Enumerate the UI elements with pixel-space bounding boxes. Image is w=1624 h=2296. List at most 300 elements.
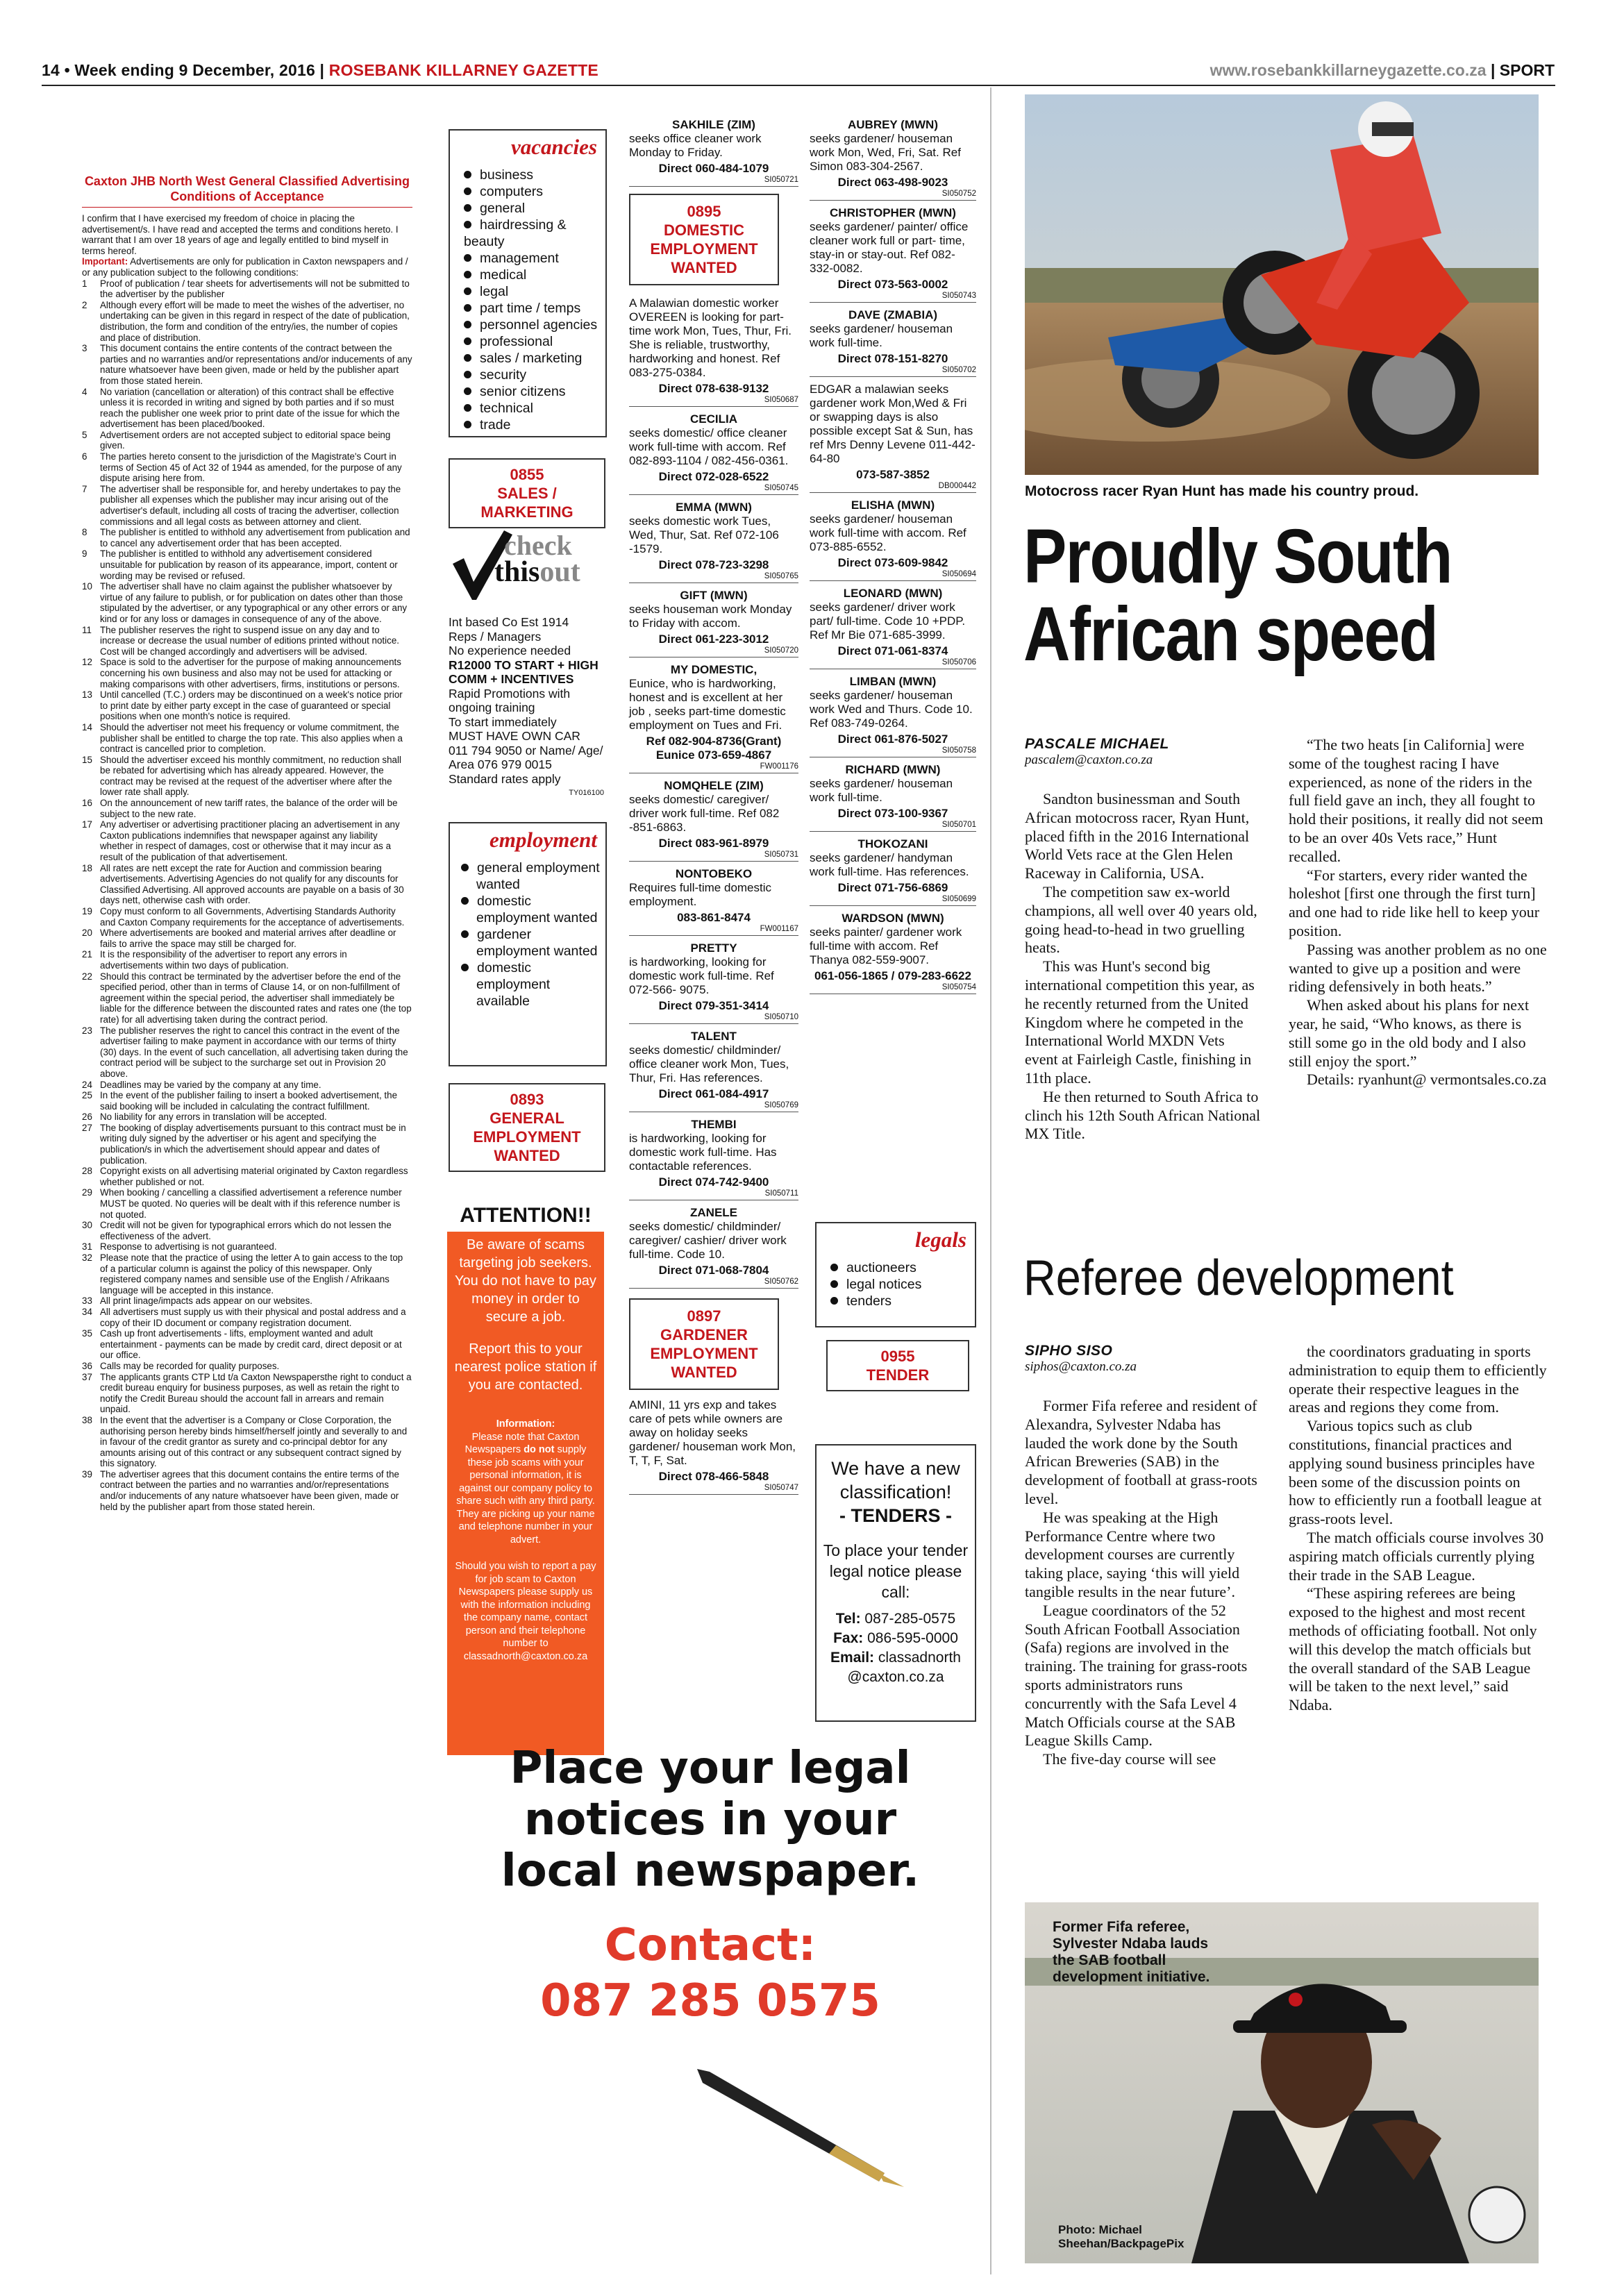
article1-col1 xyxy=(1025,736,1261,1143)
condition-number: 22 xyxy=(82,971,92,982)
employment-heading: employment xyxy=(489,828,597,852)
condition-number: 18 xyxy=(82,862,92,873)
condition-text: No liability for any errors in translation will be accepted. xyxy=(100,1112,327,1123)
condition-text: Copyright exists on all advertising material originated by Caxton regardless whether published or not. xyxy=(100,1166,408,1187)
page-header-right: www.rosebankkillarneygazette.co.za | SPORT xyxy=(1209,61,1555,79)
ad-ref: SI050758 xyxy=(810,746,976,757)
condition-item xyxy=(82,819,412,862)
ad-name: DAVE (ZMABIA) xyxy=(848,308,938,321)
condition-number: 29 xyxy=(82,1187,92,1198)
condition-number: 15 xyxy=(82,754,92,765)
classified-ad xyxy=(810,206,976,303)
section-name: SPORT xyxy=(1499,61,1555,79)
ad-name: THOKOZANI xyxy=(857,837,928,850)
condition-text: It is the responsibility of the advertiser to report any errors in advertisements within two days of publication. xyxy=(100,949,347,971)
ad-body: seeks gardener/ handyman work full-time. Has references. xyxy=(810,851,969,878)
header-rule xyxy=(42,85,1555,86)
condition-number: 4 xyxy=(82,386,87,397)
sales-salary: R12000 TO START + HIGH COMM + INCENTIVES xyxy=(449,657,598,686)
photo-credit: Photo: Michael Sheehan/BackpagePix xyxy=(1058,2223,1184,2250)
motocross-photo xyxy=(1025,94,1539,475)
condition-text: The applicants grants CTP Ltd t/a Caxton Newspapersthe right to conduct a credit bureau enquiry for business purposes, as well as retain the right to notify the Credit Bureau should the account fall in arrears and remain unpaid. xyxy=(100,1371,412,1415)
vacancy-category[interactable]: personnel agencies xyxy=(464,317,605,333)
pen-icon xyxy=(697,2069,905,2187)
article1-author: PASCALE MICHAEL xyxy=(1025,736,1169,752)
classified-ad xyxy=(629,1118,798,1200)
condition-text: Response to advertising is not guaranteed. xyxy=(100,1241,277,1252)
condition-item xyxy=(82,430,412,451)
condition-item xyxy=(82,657,412,689)
page-number: 14 xyxy=(42,61,60,79)
attention-info: Information: Please note that Caxton Newspapers do not supply these job scams with your personal information, it is against our company policy to share such with any third party. They are picking up your name and telephone number in your advert. xyxy=(456,1418,595,1545)
condition-text: The publisher is entitled to withhold any advertisement considered unsuitable for publication by reason of its appearance, import, content or wording may be revised or refused. xyxy=(100,548,398,581)
ad-direct: 083-861-8474 xyxy=(677,911,751,924)
ad-ref: SI050752 xyxy=(810,190,976,201)
ad-direct: Direct 073-100-9367 xyxy=(837,807,948,820)
referee-caption: Former Fifa referee, Sylvester Ndaba lauds the SAB football development initiative. xyxy=(1053,1919,1210,1985)
condition-text: Proof of publication / tear sheets for advertisements will not be submitted to the advertiser by the publisher xyxy=(100,278,410,300)
ad-ref: SI050720 xyxy=(629,646,798,657)
article-paragraph: He then returned to South Africa to clinch his 12th South African National MX Title. xyxy=(1025,1087,1261,1143)
ad-body: is hardworking, looking for domestic work full-time. Ref 072-566- 9075. xyxy=(629,955,774,996)
condition-text: Deadlines may be varied by the company at any time. xyxy=(100,1079,321,1090)
condition-item xyxy=(82,1166,412,1187)
condition-text: Until cancelled (T.C.) orders may be discontinued on a week's notice prior to print date by either party except in the case of guaranteed or special positions when one month's notice is required. xyxy=(100,689,403,722)
article1-email[interactable]: pascalem@caxton.co.za xyxy=(1025,753,1153,767)
ad-ref: SI050762 xyxy=(629,1277,798,1289)
condition-text: Should the advertiser not meet his frequency or volume commitment, the publisher shall be entitled to charge the top rate. This also applies when a contract is cancelled prior to completion. xyxy=(100,721,403,755)
motocross-caption: Motocross racer Ryan Hunt has made his country proud. xyxy=(1025,483,1419,499)
condition-text: No variation (cancellation or alteration) of this contract shall be effective unless it is recorded in writing and signed by both parties and if so must reach the publisher one week prior to print date of the issue for which the advertisement has been placed/booked. xyxy=(100,386,400,430)
condition-number: 31 xyxy=(82,1241,92,1252)
condition-item xyxy=(82,581,412,624)
sales-ad-line: To start immediately xyxy=(449,714,557,729)
ad-ref: FW001167 xyxy=(629,925,798,936)
condition-item xyxy=(82,1112,412,1123)
condition-item xyxy=(82,689,412,722)
condition-item xyxy=(82,755,412,798)
article2-email[interactable]: siphos@caxton.co.za xyxy=(1025,1359,1137,1374)
amini-ad: AMINI, 11 yrs exp and takes care of pets while owners are away on holiday seeks gardener/ houseman work Mon, T, T, F, Sat. Direct 078-466-5848 SI050747 xyxy=(629,1398,798,1495)
ad-ref: SI050731 xyxy=(629,850,798,862)
conditions-title: Caxton JHB North West General Classified Advertising Conditions of Acceptance xyxy=(82,174,412,208)
attention-report: Should you wish to report a pay for job scam to Caxton Newspapers please supply us with the information including the company name, contact person and their telephone number to classadnorth@caxton.co.za xyxy=(455,1561,596,1662)
condition-number: 2 xyxy=(82,299,87,310)
ad-ref: SI050769 xyxy=(629,1101,798,1112)
employment-box xyxy=(449,822,607,1066)
article-paragraph: When asked about his plans for next year, he said, “Who knows, as there is still some go in the old body and I also still enjoy the sport.” xyxy=(1289,996,1530,1070)
sales-ad-line: Area 076 979 0015 xyxy=(449,757,552,771)
condition-item xyxy=(82,1123,412,1166)
page-header-left: 14 • Week ending 9 December, 2016 | ROSEBANK KILLARNEY GAZETTE xyxy=(42,61,598,79)
article1-col2 xyxy=(1289,736,1547,1089)
ad-name: LEONARD (MWN) xyxy=(843,587,943,600)
condition-item xyxy=(82,527,412,548)
condition-item xyxy=(82,1415,412,1469)
condition-item xyxy=(82,1469,412,1512)
condition-text: The parties hereto consent to the jurisdiction of the Magistrate's Court in terms of Section 45 of Act 32 of 1944 as amended, for the purpose of any dispute arising here from. xyxy=(100,451,402,484)
issue-date: Week ending 9 December, 2016 xyxy=(74,61,315,79)
vacancy-category[interactable]: business xyxy=(464,167,605,183)
classified-ad xyxy=(629,589,798,657)
ad-body: seeks gardener/ houseman work full-time with accom. Ref 073-885-6552. xyxy=(810,512,966,553)
condition-text: All print linage/impacts ads appear on our websites. xyxy=(100,1296,312,1307)
condition-text: Any advertiser or advertising practitioner placing an advertisement in any Caxton publications indemnifies that newspaper against any liability whether in respect of damages, cost or otherwise that it may incur as a result of the publication of that advertisement. xyxy=(100,819,400,863)
condition-number: 28 xyxy=(82,1166,92,1177)
condition-text: The publisher reserves the right to cancel this contract in the event of the advertiser failing to make payment in accordance with our terms of thirty (30) days. In the event of such cancellation, all advertising taken during the contract period will be subject to the surcharge set out in Provision 20 above. xyxy=(100,1025,408,1079)
ad-direct: Direct 063-498-9023 xyxy=(837,176,948,189)
condition-text: Copy must conform to all Governments, Advertising Standards Authority and Caxton Company requirements for the acceptance of advertisements. xyxy=(100,906,405,928)
condition-number: 38 xyxy=(82,1414,92,1425)
legals-list xyxy=(817,1255,975,1315)
sales-ad-line: Int based Co Est 1914 xyxy=(449,615,569,629)
ad-ref: SI050694 xyxy=(810,570,976,581)
ad-ref: SI050710 xyxy=(629,1013,798,1024)
article-paragraph: The match officials course involves 30 aspiring match officials currently plying their trade in the SAB League. xyxy=(1289,1528,1544,1584)
condition-number: 12 xyxy=(82,657,92,668)
ad-body: seeks gardener/ driver work part/ full-time. Code 10 +PDP. Ref Mr Bie 071-685-3999. xyxy=(810,601,966,642)
ad-body: seeks domestic/ office cleaner work full-time with accom. Ref 082-893-1104 / 082-456-0361. xyxy=(629,426,789,467)
ad-ref: SI050687 xyxy=(629,396,798,407)
condition-number: 16 xyxy=(82,798,92,809)
ad-body: seeks gardener/ houseman work Mon, Wed, Fri, Sat. Ref Simon 083-304-2567. xyxy=(810,132,961,173)
condition-item xyxy=(82,1296,412,1307)
ad-ref: DB000442 xyxy=(810,482,976,493)
place-ad-line3: local newspaper. xyxy=(501,1845,920,1897)
ad-direct: Direct 074-742-9400 xyxy=(658,1175,769,1189)
attention-body-2: Report this to your nearest police station if you are contacted. xyxy=(454,1341,597,1393)
condition-number: 35 xyxy=(82,1328,92,1339)
ad-name: EMMA (MWN) xyxy=(676,501,752,514)
condition-item xyxy=(82,798,412,819)
ad-body: seeks gardener/ houseman work full-time. xyxy=(810,777,953,804)
condition-item xyxy=(82,343,412,386)
vacancy-category[interactable]: computers xyxy=(464,183,605,200)
legal-category[interactable]: legal notices xyxy=(830,1276,975,1293)
condition-item xyxy=(82,1220,412,1241)
classified-ad xyxy=(810,118,976,201)
ad-ref: SI050721 xyxy=(629,176,798,187)
ad-direct: Direct 079-351-3414 xyxy=(658,999,769,1012)
sales-ad-line: No experience needed xyxy=(449,644,571,657)
ad-name: NONTOBEKO xyxy=(675,867,753,880)
condition-text: On the announcement of new tariff rates, the balance of the order will be subject to the new rate. xyxy=(100,798,398,819)
condition-number: 39 xyxy=(82,1468,92,1480)
condition-number: 33 xyxy=(82,1296,92,1307)
ad-direct: Direct 083-961-8979 xyxy=(658,837,769,850)
condition-text: When booking / cancelling a classified advertisement a reference number MUST be quoted. No queries will be dealt with if this reference number is not quoted. xyxy=(100,1187,402,1220)
ad-ref: SI050754 xyxy=(810,983,976,994)
condition-item xyxy=(82,971,412,1025)
employment-list xyxy=(450,855,605,1015)
ads-column-3 xyxy=(629,118,798,1500)
vacancy-category[interactable]: technical xyxy=(464,400,605,417)
classified-ad xyxy=(810,587,976,669)
condition-number: 19 xyxy=(82,906,92,916)
legal-category[interactable]: auctioneers xyxy=(830,1259,975,1276)
vacancy-category[interactable]: hairdressing & beauty xyxy=(464,217,605,250)
article2-col2 xyxy=(1289,1343,1547,1715)
vacancy-category[interactable]: part time / temps xyxy=(464,300,605,317)
sales-ad-line: MUST HAVE OWN CAR xyxy=(449,729,580,743)
ad-direct: Direct 061-876-5027 xyxy=(837,732,948,746)
ad-body: seeks painter/ gardener work full-time with accom. Ref Thanya 082-559-9007. xyxy=(810,925,962,966)
code-0955-box: 0955 TENDER xyxy=(826,1340,969,1391)
ad-direct: Direct 071-068-7804 xyxy=(658,1264,769,1277)
classification-line1: We have a new classification! xyxy=(831,1458,960,1502)
condition-number: 21 xyxy=(82,949,92,960)
condition-number: 24 xyxy=(82,1079,92,1090)
employment-category[interactable]: domestic employment wanted xyxy=(476,893,601,926)
classified-ad xyxy=(810,498,976,581)
condition-item xyxy=(82,484,412,527)
ad-name: THEMBI xyxy=(691,1118,737,1131)
ad-body: is hardworking, looking for domestic work full-time. Has contactable references. xyxy=(629,1132,777,1173)
article-paragraph: the coordinators graduating in sports administration to equip them to efficiently operate their respective leagues in the areas and regions they come from. xyxy=(1289,1343,1547,1416)
condition-item xyxy=(82,722,412,755)
classified-ad xyxy=(629,779,798,862)
attention-body-1: Be aware of scams targeting job seekers. You do not have to pay money in order to secure a job. xyxy=(455,1237,596,1325)
ad-body: seeks office cleaner work Monday to Friday. xyxy=(629,132,762,159)
vacancies-heading: vacancies xyxy=(511,135,597,159)
ad-direct: Direct 061-223-3012 xyxy=(658,632,769,646)
ad-ref: SI050711 xyxy=(629,1189,798,1200)
sales-ad-line: Standard rates apply xyxy=(449,771,561,786)
article-paragraph: Passing was another problem as no one wanted to give up a position and were riding defensively in both heats.” xyxy=(1289,940,1547,996)
code-0893-box: 0893 GENERAL EMPLOYMENT WANTED xyxy=(449,1083,605,1172)
classified-ad xyxy=(810,763,976,832)
condition-text: Please note that the practice of using the letter A to gain access to the top of a particular column is against the policy of this newspaper. Only registered company names and sensible use of the English / Afrikaans language will be accepted in this instance. xyxy=(100,1252,403,1296)
ad-ref: SI050701 xyxy=(810,821,976,832)
attention-scam-box xyxy=(447,1200,604,1755)
new-classification-box xyxy=(815,1444,976,1722)
vacancy-category[interactable]: professional xyxy=(464,333,605,350)
ad-direct: Direct 071-061-8374 xyxy=(837,644,948,657)
condition-text: Advertisement orders are not accepted subject to editorial space being given. xyxy=(100,429,391,451)
legals-box xyxy=(815,1222,976,1327)
classified-ad xyxy=(810,675,976,757)
condition-text: The publisher reserves the right to suspend issue on any day and to increase or decrease the usual number of editions printed without notice. Cost will be changed accordingly and advertisers will be advised. xyxy=(100,624,399,657)
legal-notices-advert xyxy=(447,1743,973,2270)
ad-body: A Malawian domestic worker OVEREEN is looking for part-time work Mon, Tues, Thur, Fri. She is reliable, trustworthy, hardworking and honest. Ref 083-275-0384. xyxy=(629,296,792,379)
condition-text: The advertiser shall be responsible for, and hereby undertakes to pay the publisher all expenses which the publisher may incur arising out of the advertiser's default, including all costs of tracing the advertiser, collection commissions and all legal costs as between attorney and client. xyxy=(100,483,401,527)
vacancy-category[interactable]: general xyxy=(464,200,605,217)
ad-name: ZANELE xyxy=(690,1206,737,1219)
conditions-intro: I confirm that I have exercised my freedom of choice in placing the advertisement/s. I have read and accepted the terms and conditions hereto. I warrant that I am over 18 years of age and legally entitled to bind myself in terms hereof. Important: Advertisements are only for publication in Caxton newspapers and / or any publication subject to the following conditions: xyxy=(82,213,408,278)
article-paragraph: League coordinators of the 52 South African Football Association (Safa) regions are involved in the training. The training for grass-roots sports administrators runs concurrently with the Safa Level 4 Match Officials course at the SAB League Skills Camp. xyxy=(1025,1601,1248,1750)
article-paragraph: “The two heats [in California] were some of the toughest racing I have experienced, as none of the riders in the full field gave an inch, they all fought to hold their positions, it really did not seem to be an over 40s Vets race,” Hunt recalled. xyxy=(1289,736,1543,865)
condition-number: 36 xyxy=(82,1360,92,1371)
ads-column-4 xyxy=(810,118,976,1000)
article-paragraph: Former Fifa referee and resident of Alexandra, Sylvester Ndaba has lauded the work done by the South African Breweries (SAB) in the development of football at grass-roots level. xyxy=(1025,1397,1257,1507)
condition-item xyxy=(82,1372,412,1415)
classified-ad xyxy=(629,941,798,1024)
ad-name: TALENT xyxy=(691,1030,737,1043)
classified-ad xyxy=(810,912,976,994)
ad-ref: SI050706 xyxy=(810,658,976,669)
code-0895-box: 0895 DOMESTIC EMPLOYMENT WANTED xyxy=(629,194,779,285)
vacancy-category[interactable]: security xyxy=(464,367,605,383)
check-this-out-logo xyxy=(449,528,601,604)
attention-title: ATTENTION!! xyxy=(447,1200,604,1232)
condition-text: The advertiser agrees that this document contains the entire terms of the contract between the parties and no warranties and/or/representations and/or inducements of any nature whatsoever have been given, made or held by the publisher apart from those stated herein. xyxy=(100,1468,399,1512)
condition-number: 27 xyxy=(82,1122,92,1133)
logo-thisout: thisout xyxy=(494,556,580,588)
classified-ad xyxy=(810,837,976,906)
ad-body: seeks domestic work Tues, Wed, Thur, Sat. Ref 072-106 -1579. xyxy=(629,514,779,555)
condition-number: 7 xyxy=(82,483,87,494)
condition-text: Where advertisements are booked and material arrives after deadline or fails to arrive the space may still be charged for. xyxy=(100,928,396,949)
headline-proudly-south-african: Proudly South African speed xyxy=(1023,514,1452,677)
vacancy-category[interactable]: management xyxy=(464,250,605,267)
condition-number: 20 xyxy=(82,928,92,939)
ad-name: AUBREY (MWN) xyxy=(847,118,938,131)
condition-text: Should the advertiser exceed his monthly commitment, no reduction shall be rebated for advertising which has already appeared. However, the contract may be revised at the request of the advertiser where after the lower rate shall apply. xyxy=(100,754,401,798)
legal-category[interactable]: tenders xyxy=(830,1293,975,1309)
ad-name: MY DOMESTIC, xyxy=(670,663,757,676)
sales-ref: TY016100 xyxy=(569,789,604,797)
classified-ad xyxy=(629,1206,798,1289)
ad-direct: 061-056-1865 / 079-283-6622 xyxy=(814,969,971,982)
condition-number: 5 xyxy=(82,429,87,440)
classification-line2: - TENDERS - xyxy=(839,1505,952,1526)
condition-item xyxy=(82,1187,412,1220)
condition-text: Credit will not be given for typographical errors which do not lessen the effectiveness of the advert. xyxy=(100,1220,392,1241)
condition-number: 34 xyxy=(82,1306,92,1317)
article-paragraph: “For starters, every rider wanted the holeshot [first one through the first turn] and one had to ride like hell to keep your position. xyxy=(1289,866,1540,939)
sales-marketing-ad xyxy=(449,615,604,801)
vacancies-box xyxy=(449,129,607,437)
ad-body: seeks gardener/ painter/ office cleaner work full or part- time, stay-in or stay-out. Ref 082-332-0082. xyxy=(810,220,969,275)
ad-ref: SI050765 xyxy=(629,572,798,583)
vacancy-category[interactable]: senior citizens xyxy=(464,383,605,400)
article-paragraph: “These aspiring referees are being exposed to the highest and most recent methods of officiating football. Not only will this develop the match officials but the overall standard of the SAB League will be taken to the next level,” said Ndaba. xyxy=(1289,1584,1537,1714)
place-ad-line1: Place your legal xyxy=(510,1743,911,1794)
vacancy-category[interactable]: medical xyxy=(464,267,605,283)
condition-item xyxy=(82,863,412,906)
ad-name: RICHARD (MWN) xyxy=(845,763,941,776)
condition-text: Although every effort will be made to meet the wishes of the advertiser, no undertaking can be given in this regard in respect of the date of publication, distribution, the form and condition of the entry/ies, the number of copies and place of distribution. xyxy=(100,299,410,343)
ad-name: ELISHA (MWN) xyxy=(851,498,935,512)
condition-item xyxy=(82,928,412,949)
classified-ad xyxy=(629,296,798,407)
ad-body: EDGAR a malawian seeks gardener work Mon,Wed & Fri or swapping days is also possible except Sat & Sun, has ref Mrs Denny Levene 011-442-64-80 xyxy=(810,383,976,465)
condition-text: Should this contract be terminated by the advertiser before the end of the specified period, other than in terms of Clause 14, or on non-fulfillment of agreement within the special period, the advertiser shall immediately be liable for the difference between the discounted rates and rates one (the top rate) for all advertising taken during the contract period. xyxy=(100,971,412,1025)
vacancy-category[interactable]: legal xyxy=(464,283,605,300)
classified-ad xyxy=(810,383,976,493)
ad-name: CHRISTOPHER (MWN) xyxy=(830,206,956,219)
vacancy-category[interactable]: trade xyxy=(464,417,605,433)
ad-body: seeks houseman work Monday to Friday with accom. xyxy=(629,603,792,630)
article-paragraph: The competition saw ex-world champions, all well over 40 years old, going head-to-head in two gruelling heats. xyxy=(1025,882,1257,957)
headline-referee-development: Referee development xyxy=(1023,1250,1454,1306)
ad-direct: Direct 073-563-0002 xyxy=(837,278,948,291)
classified-ad xyxy=(629,412,798,495)
article-paragraph: This was Hunt's second big international competition this year, as he recently returned from the United Kingdom where he competed in the International World MXDN Vets event at Fairleigh Castle, finishing in 11th place. xyxy=(1025,957,1255,1087)
condition-number: 32 xyxy=(82,1252,92,1263)
condition-number: 30 xyxy=(82,1220,92,1231)
condition-item xyxy=(82,1080,412,1091)
employment-category[interactable]: gardener employment wanted xyxy=(476,926,601,960)
sales-ad-line: 011 794 9050 or Name/ Age/ xyxy=(449,743,603,757)
sales-ad-line: Rapid Promotions with ongoing training xyxy=(449,686,571,714)
condition-item xyxy=(82,548,412,581)
ad-name: WARDSON (MWN) xyxy=(842,912,944,925)
ad-ref: SI050702 xyxy=(810,366,976,377)
condition-number: 1 xyxy=(82,278,87,289)
motocross-image xyxy=(1025,94,1539,475)
condition-text: All advertisers must supply us with their physical and postal address and a copy of their ID document or company registration document. xyxy=(100,1306,406,1328)
conditions-list xyxy=(82,278,412,1513)
condition-item xyxy=(82,906,412,928)
ad-direct: Direct 073-609-9842 xyxy=(837,556,948,569)
condition-number: 10 xyxy=(82,581,92,592)
classified-ad xyxy=(629,1030,798,1112)
condition-item xyxy=(82,1328,412,1361)
website-url[interactable]: www.rosebankkillarneygazette.co.za xyxy=(1209,61,1487,79)
ad-ref: FW001176 xyxy=(629,762,798,773)
sales-ad-line: Reps / Managers xyxy=(449,629,542,644)
referee-photo xyxy=(1025,1902,1539,2263)
logo-check-text: check xyxy=(504,530,572,561)
condition-item xyxy=(82,1241,412,1252)
article2-col1 xyxy=(1025,1343,1261,1769)
ad-body: Eunice, who is hardworking, honest and is excellent at her job , seeks part-time domestic employment on Tues and Fri. xyxy=(629,677,786,732)
condition-number: 25 xyxy=(82,1090,92,1101)
article-paragraph: Various topics such as club constitutions, financial practices and applying sound business principles have been some of the discussion points on how to efficiently run a football league at grass-roots level. xyxy=(1289,1417,1542,1528)
ad-name: SAKHILE (ZIM) xyxy=(672,118,755,131)
ad-direct: Direct 061-084-4917 xyxy=(658,1087,769,1100)
condition-number: 14 xyxy=(82,721,92,732)
condition-item xyxy=(82,625,412,657)
code-0855-box: 0855 SALES / MARKETING xyxy=(449,458,605,528)
condition-number: 26 xyxy=(82,1112,92,1123)
condition-number: 9 xyxy=(82,548,87,560)
ad-body: seeks gardener/ houseman work Wed and Thurs. Code 10. Ref 083-749-0264. xyxy=(810,689,973,730)
ad-name: GIFT (MWN) xyxy=(680,589,748,602)
code-0897-box: 0897 GARDENER EMPLOYMENT WANTED xyxy=(629,1298,779,1390)
ad-direct: Direct 072-028-6522 xyxy=(658,470,769,483)
classified-ad xyxy=(629,501,798,583)
ad-direct: Direct 060-484-1079 xyxy=(658,162,769,175)
vacancy-category[interactable]: sales / marketing xyxy=(464,350,605,367)
employment-category[interactable]: domestic employment available xyxy=(476,960,601,1009)
classification-line3: To place your tender legal notice please call: xyxy=(823,1541,969,1601)
ad-body: seeks domestic/ childminder/ office cleaner work Mon, Tues, Thur, Fri. Has references. xyxy=(629,1044,789,1084)
condition-item xyxy=(82,1307,412,1328)
ad-name: NOMQHELE (ZIM) xyxy=(664,779,764,792)
ad-name: LIMBAN (MWN) xyxy=(849,675,937,688)
condition-number: 23 xyxy=(82,1025,92,1036)
ad-direct: Ref 082-904-8736(Grant) Eunice 073-659-4867 xyxy=(646,735,782,762)
condition-item xyxy=(82,1252,412,1296)
employment-category[interactable]: general employment wanted xyxy=(476,860,601,893)
ad-direct: Direct 071-756-6869 xyxy=(837,881,948,894)
condition-item xyxy=(82,949,412,971)
condition-item xyxy=(82,1361,412,1372)
condition-number: 11 xyxy=(82,624,92,635)
ad-ref: SI050699 xyxy=(810,895,976,906)
condition-item xyxy=(82,387,412,430)
condition-item xyxy=(82,278,412,300)
condition-item xyxy=(82,451,412,484)
place-ad-phone[interactable]: 087 285 0575 xyxy=(540,1975,880,2027)
ad-ref: SI050743 xyxy=(810,292,976,303)
condition-number: 13 xyxy=(82,689,92,701)
ad-body: seeks gardener/ houseman work full-time. xyxy=(810,322,953,349)
classification-contacts: Tel: 087-285-0575 Fax: 086-595-0000 Email: classadnorth @caxton.co.za xyxy=(830,1611,961,1685)
conditions-of-acceptance xyxy=(82,174,412,1512)
